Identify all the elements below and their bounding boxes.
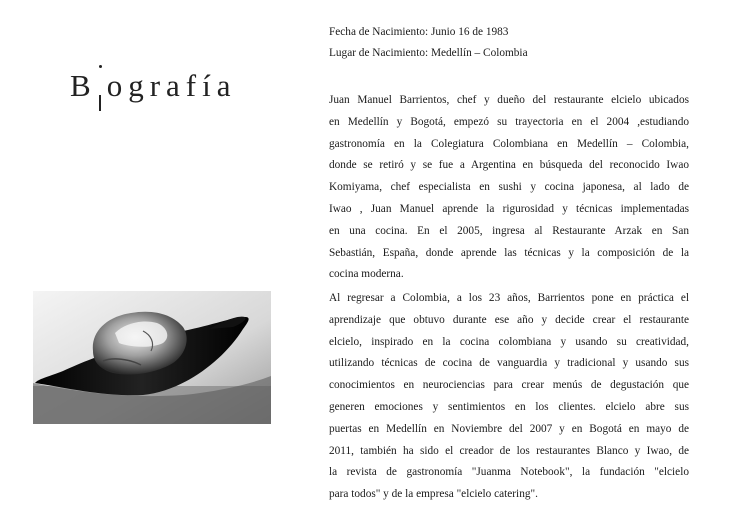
spoon-food-image	[33, 291, 271, 424]
text-line: en Medellín y Bogotá, empezó su trayectoria en el 2004 ,estudiando	[329, 115, 689, 128]
title-rest: ografía	[106, 68, 237, 103]
title-stylized-i	[97, 73, 107, 104]
dish-photo	[33, 291, 271, 424]
text-line: generen emociones y sentimientos en los clientes. elcielo abre sus	[329, 400, 689, 413]
text-line: para todos" y de la empresa "elcielo catering".	[329, 488, 538, 501]
text-line: donde se retiró y se fue a Argentina en búsqueda del reconocido Iwao	[329, 159, 689, 172]
birth-info	[329, 22, 528, 64]
text-line: en una cocina. En el 2005, ingresa al Restaurante Arzak en San	[329, 224, 689, 237]
text-line: conocimientos en neurociencias para crear menús de degustación que	[329, 379, 689, 392]
text-line: elcielo, inspirado en la cocina colombiana y usando su creatividad,	[329, 335, 689, 348]
birth-place: Lugar de Nacimiento: Medellín – Colombia	[329, 47, 528, 59]
biography-paragraph-2	[329, 288, 689, 506]
biography-paragraph-1	[329, 90, 689, 286]
text-line: gastronomía en la Colegiatura Colombiana en Medellín – Colombia,	[329, 137, 689, 150]
title-first-letter: B	[70, 68, 97, 103]
text-line: puertas en Medellín en Noviembre del 2007 y en Bogotá en mayo de	[329, 422, 689, 435]
text-line: 2011, también ha sido el creador de los restaurantes Blanco y Iwao, de	[329, 444, 689, 457]
text-line: Komiyama, chef especialista en sushi y cocina japonesa, al lado de	[329, 181, 689, 194]
text-line: Iwao , Juan Manuel aprende la rigurosidad y técnicas implementadas	[329, 202, 689, 215]
text-line: Al regresar a Colombia, a los 23 años, Barrientos pone en práctica el	[329, 292, 689, 304]
text-line: aprendizaje que obtuvo durante ese año y decide crear el restaurante	[329, 313, 689, 326]
text-line: Sebastián, España, donde aprende las técnicas y la composición de la	[329, 246, 689, 259]
birth-date: Fecha de Nacimiento: Junio 16 de 1983	[329, 26, 509, 38]
page-title	[70, 68, 236, 104]
text-line: cocina moderna.	[329, 268, 404, 281]
text-line: Juan Manuel Barrientos, chef y dueño del restaurante elcielo ubicados	[329, 94, 689, 106]
text-line: utilizando técnicas de cocina de vanguardia y tradicional y usando sus	[329, 357, 689, 370]
text-line: la revista de gastronomía "Juanma Notebook", la fundación "elcielo	[329, 466, 689, 479]
